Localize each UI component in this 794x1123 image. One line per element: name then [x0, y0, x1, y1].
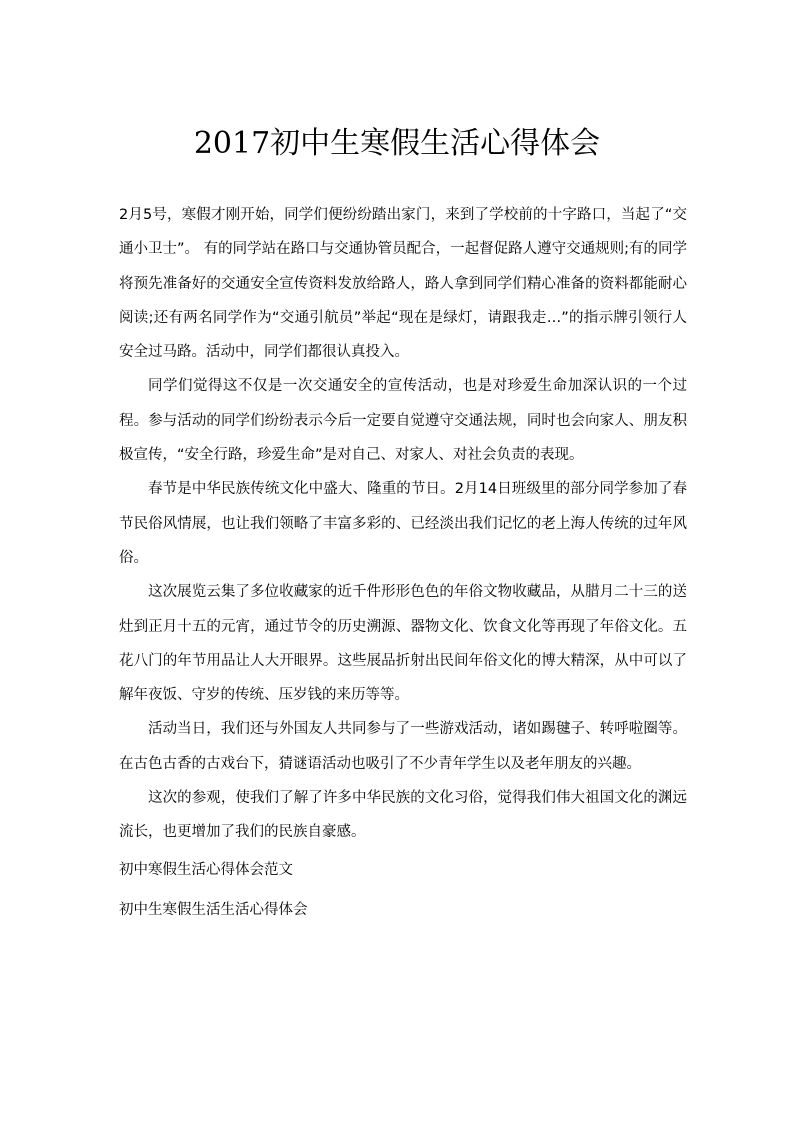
related-link-life-experience[interactable]: 初中生寒假生活生活心得体会 — [119, 901, 308, 918]
document-body — [119, 198, 687, 930]
paragraph-games-activity: 活动当日，我们还与外国友人共同参与了一些游戏活动，诸如踢毽子、转呼啦圈等。在古色古香的古戏台下，猜谜语活动也吸引了不少青年学生以及老年朋友的兴趣。 — [119, 721, 687, 772]
paragraph-spring-festival: 春节是中华民族传统文化中盛大、隆重的节日。2月14日班级里的部分同学参加了春节民俗风情展，也让我们领略了丰富多彩的、已经淡出我们记忆的老上海人传统的过年风俗。 — [119, 481, 687, 566]
paragraph-conclusion: 这次的参观，使我们了解了许多中华民族的文化习俗，觉得我们伟大祖国文化的渊远流长，也更增加了我们的民族自豪感。 — [119, 790, 687, 841]
paragraph-traffic-volunteers: 2月5号，寒假才刚开始，同学们便纷纷踏出家门，来到了学校前的十字路口，当起了“交通小卫士”。 有的同学站在路口与交通协管员配合，一起督促路人遵守交通规则;有的同学将预先准备好的交通安全宣传资料发放给路人，路人拿到同学们精心准备的资料都能耐心阅读;还有两名同学作为“交通引航员”举起“现在是绿灯，请跟我走…”的指示牌引领行人安全过马路。活动中，同学们都很认真投入。 — [119, 207, 688, 361]
document-title: 2017初中生寒假生活心得体会 — [193, 126, 601, 161]
related-link-essay-sample[interactable]: 初中寒假生活心得体会范文 — [119, 861, 293, 878]
paragraph-exhibition: 这次展览云集了多位收藏家的近千件形形色色的年俗文物收藏品，从腊月二十三的送灶到正月十五的元宵，通过节令的历史溯源、器物文化、饮食文化等再现了年俗文化。五花八门的年节用品让人大开眼界。这些展品折射出民间年俗文化的博大精深，从中可以了解年夜饭、守岁的传统、压岁钱的来历等等。 — [119, 584, 687, 704]
paragraph-safety-awareness: 同学们觉得这不仅是一次交通安全的宣传活动，也是对珍爱生命加深认识的一个过程。参与活动的同学们纷纷表示今后一定要自觉遵守交通法规，同时也会向家人、朋友积极宣传，“安全行路，珍爱生命”是对自己、对家人、对社会负责的表现。 — [119, 378, 687, 464]
